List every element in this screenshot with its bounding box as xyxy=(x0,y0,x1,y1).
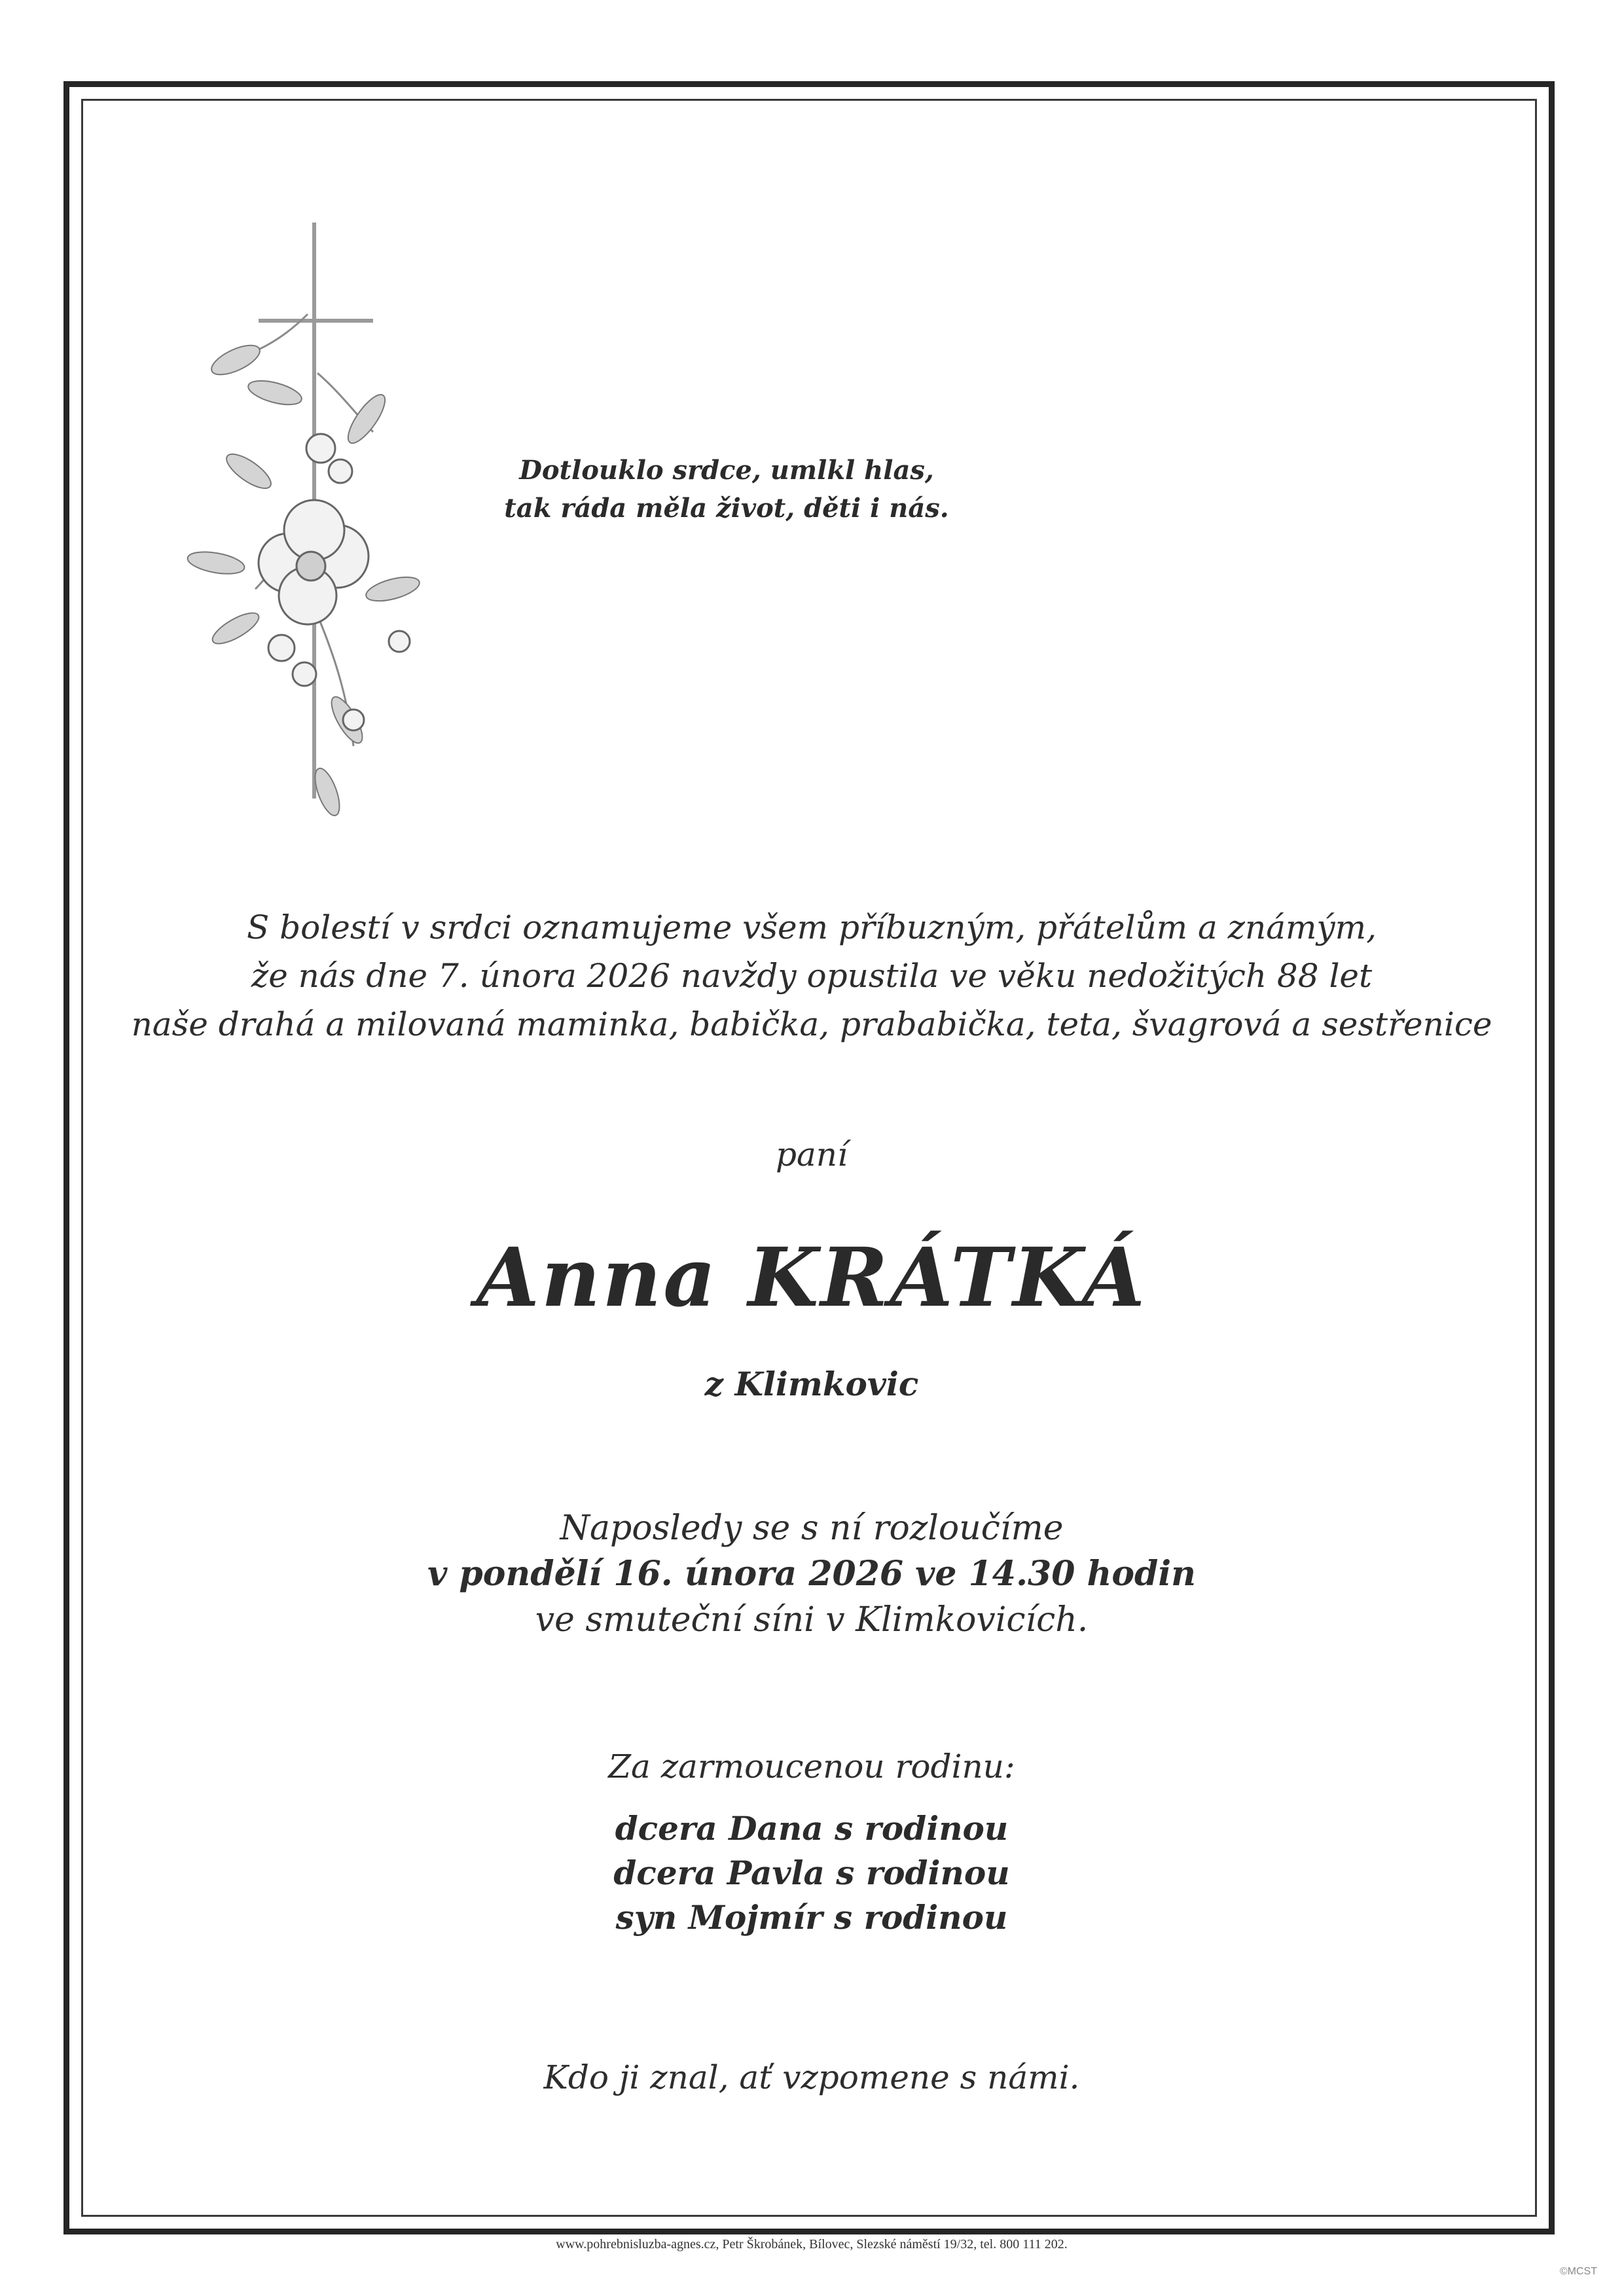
mourners-list xyxy=(118,1806,1506,1940)
motto xyxy=(458,452,995,528)
mourner-item: syn Mojmír s rodinou xyxy=(615,1898,1008,1937)
motto-line: Dotlouklo srdce, umlkl hlas, xyxy=(519,455,934,486)
credit-mark: ©MCST xyxy=(1559,2266,1597,2277)
motto-line: tak ráda měla život, děti i nás. xyxy=(504,493,949,524)
announcement-line: S bolestí v srdci oznamujeme všem příbuzným, přátelům a známým, xyxy=(247,908,1377,946)
farewell-line: Naposledy se s ní rozloučíme xyxy=(560,1509,1064,1548)
closing-line: Kdo ji znal, ať vzpomene s námi. xyxy=(543,2058,1080,2096)
deceased-name: Anna KRÁTKÁ xyxy=(476,1230,1147,1325)
announcement-line: že nás dne 7. února 2026 navždy opustila ve věku nedožitých 88 let xyxy=(251,957,1373,995)
announcement-text xyxy=(118,903,1506,1049)
portrait-photo xyxy=(1034,327,1401,759)
farewell-place: ve smuteční síni v Klimkovicích. xyxy=(535,1600,1089,1640)
mourner-item: dcera Pavla s rodinou xyxy=(613,1854,1010,1892)
deceased-origin: z Klimkovic xyxy=(704,1365,919,1403)
announcement-line: naše drahá a milovaná maminka, babička, prababička, teta, švagrová a sestřenice xyxy=(131,1005,1492,1043)
honorific: paní xyxy=(775,1136,848,1174)
farewell-info xyxy=(118,1505,1506,1643)
mourner-item: dcera Dana s rodinou xyxy=(615,1809,1009,1848)
farewell-date: v pondělí 16. února 2026 ve 14.30 hodin xyxy=(427,1554,1196,1594)
family-intro: Za zarmoucenou rodinu: xyxy=(608,1748,1015,1785)
cross-with-flowers-icon xyxy=(177,223,432,851)
footer-contact: www.pohrebnisluzba-agnes.cz, Petr Škrobánek, Bílovec, Slezské náměstí 19/32, tel. 800 111 202. xyxy=(556,2237,1068,2251)
